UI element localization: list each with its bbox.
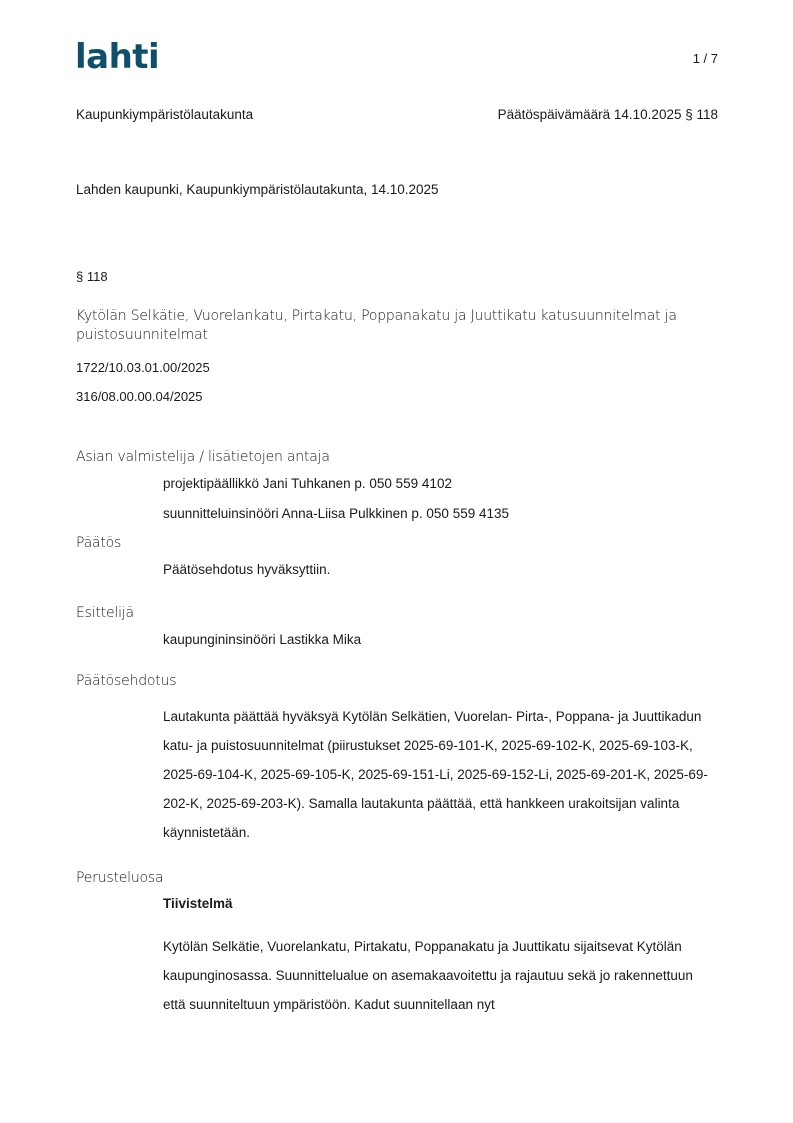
lahti-logo: lahti	[75, 37, 160, 77]
rationale-label: Perusteluosa	[76, 870, 164, 886]
presenter-text: kaupungininsinööri Lastikka Mika	[163, 632, 362, 647]
preparer-line: projektipäällikkö Jani Tuhkanen p. 050 559 4102	[163, 476, 452, 491]
decision-date: Päätöspäivämäärä 14.10.2025 § 118	[497, 107, 718, 122]
paragraph-number: § 118	[76, 269, 108, 284]
committee-name: Kaupunkiympäristölautakunta	[76, 107, 254, 122]
preparer-line: suunnitteluinsinööri Anna-Liisa Pulkkinen p. 050 559 4135	[163, 506, 509, 521]
document-title: Kytölän Selkätie, Vuorelankatu, Pirtakatu, Poppanakatu ja Juuttikatu katusuunnitelmat ja puistosuunnitelmat	[76, 308, 677, 343]
proposal-text: Lautakunta päättää hyväksyä Kytölän Selkätien, Vuorelan- Pirta-, Poppana- ja Juuttikadun katu- ja puistosuunnitelmat (piirustukset 2025-69-101-K, 2025-69-102-K, 2025-69-103-K, 2025-69-104-K, 2025-69-105-K, 2025-69-151-Li, 2025-69-152-Li, 2025-69-201-K, 2025-69-202-K, 2025-69-203-K). Samalla lautakunta päättää, että hankkeen urakoitsijan valinta käynnistetään.	[163, 709, 708, 840]
page-indicator: 1 / 7	[692, 51, 718, 66]
diary-number: 1722/10.03.01.00/2025	[76, 360, 210, 375]
preparer-label: Asian valmistelija / lisätietojen antaja	[76, 449, 330, 465]
diary-number: 316/08.00.00.04/2025	[76, 389, 203, 404]
proposal-label: Päätösehdotus	[76, 673, 177, 689]
meeting-line: Lahden kaupunki, Kaupunkiympäristölautakunta, 14.10.2025	[76, 182, 439, 197]
summary-text: Kytölän Selkätie, Vuorelankatu, Pirtakatu, Poppanakatu ja Juuttikatu sijaitsevat Kytölän kaupunginosassa. Suunnittelualue on asemakaavoitettu ja rajautuu sekä jo rakennettuun että suunniteltuun ympäristöön. Kadut suunnitellaan nyt	[163, 939, 693, 1012]
summary-heading: Tiivistelmä	[163, 896, 233, 911]
decision-text: Päätösehdotus hyväksyttiin.	[163, 562, 331, 577]
presenter-label: Esittelijä	[76, 605, 134, 621]
decision-label: Päätös	[76, 535, 122, 551]
